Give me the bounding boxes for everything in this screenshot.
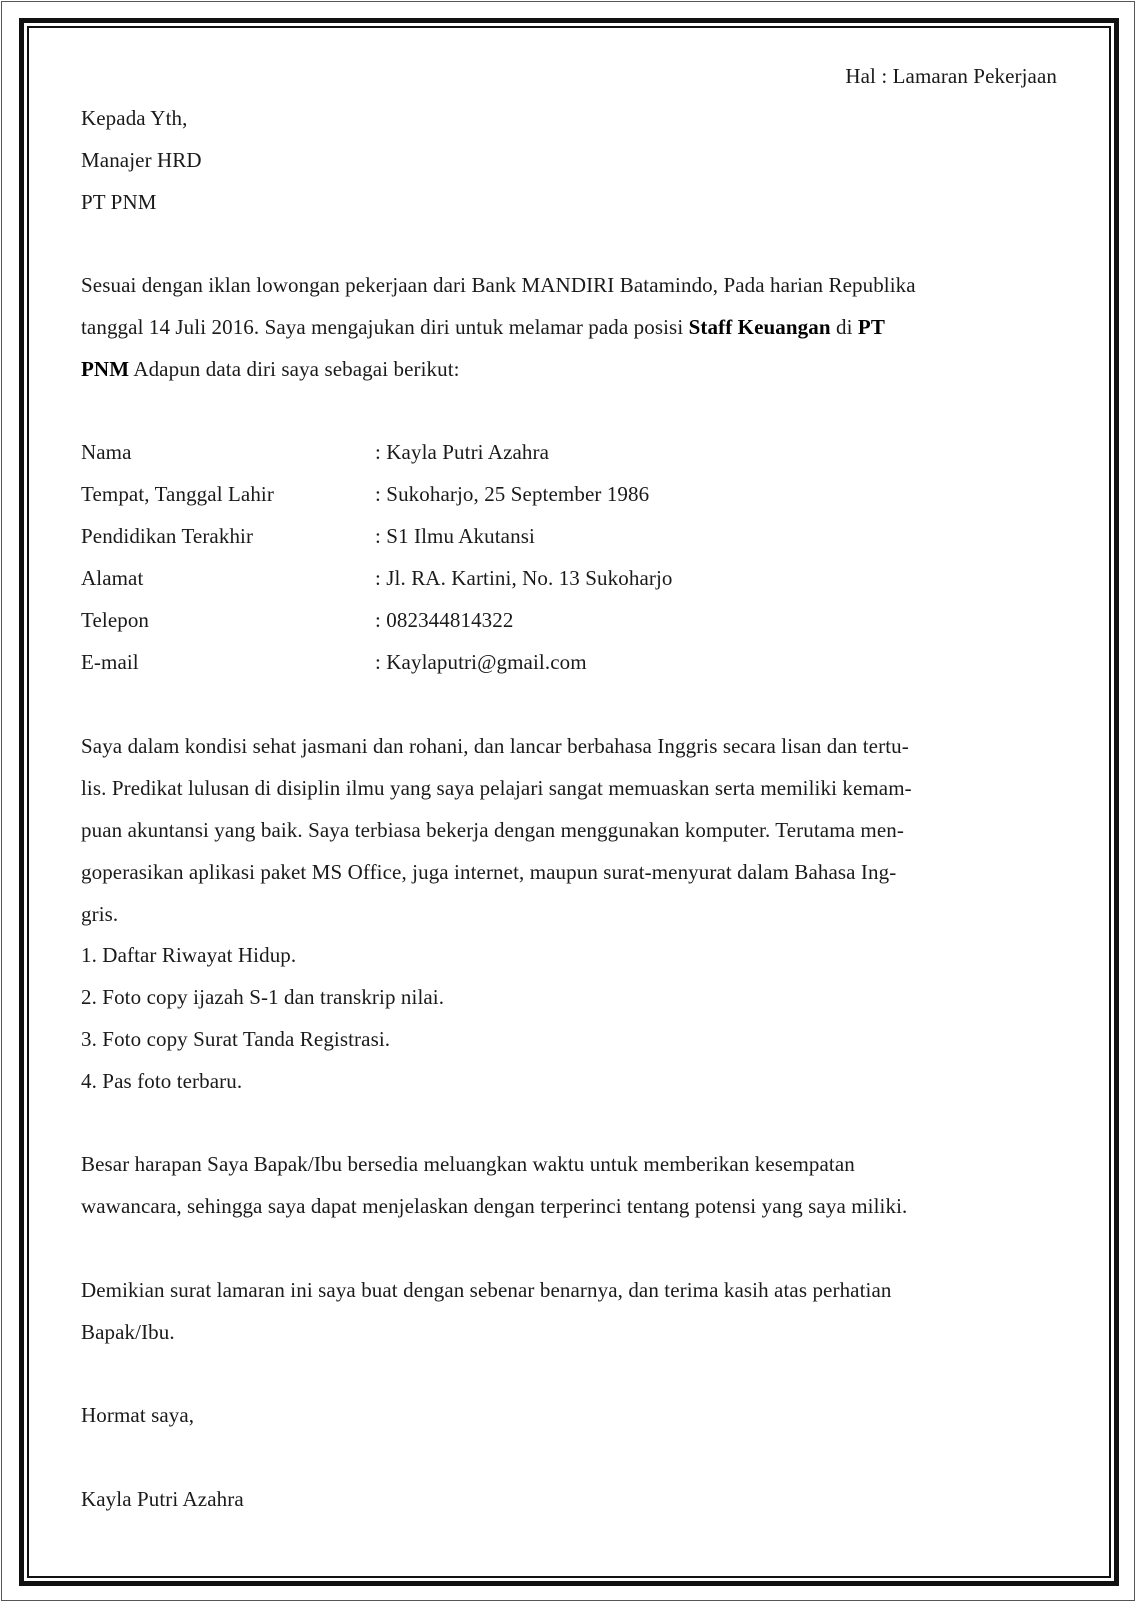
data-label-email: E-mail xyxy=(81,650,139,674)
qualification-line-3: puan akuntansi yang baik. Saya terbiasa bekerja dengan menggunakan komputer. Terutama men- xyxy=(81,818,904,842)
intro-line-3-text: Adapun data diri saya sebagai berikut: xyxy=(129,357,460,381)
qualification-line-5: gris. xyxy=(81,902,119,926)
qualification-line-1: Saya dalam kondisi sehat jasmani dan rohani, dan lancar berbahasa Inggris secara lisan dan tertu- xyxy=(81,734,909,758)
data-label-birth: Tempat, Tanggal Lahir xyxy=(81,482,274,506)
intro-line-3 xyxy=(81,357,460,381)
intro-line-2 xyxy=(81,315,885,339)
intro-line-2-text: tanggal 14 Juli 2016. Saya mengajukan diri untuk melamar pada posisi xyxy=(81,315,689,339)
data-value-address: : Jl. RA. Kartini, No. 13 Sukoharjo xyxy=(375,566,673,590)
recipient-line-3: PT PNM xyxy=(81,190,157,214)
data-label-address: Alamat xyxy=(81,566,144,590)
attachment-item-3: 3. Foto copy Surat Tanda Registrasi. xyxy=(81,1027,391,1051)
signature-name: Kayla Putri Azahra xyxy=(81,1487,244,1511)
qualification-line-4: goperasikan aplikasi paket MS Office, juga internet, maupun surat-menyurat dalam Bahasa Ing- xyxy=(81,860,897,884)
letter-subject: Hal : Lamaran Pekerjaan xyxy=(845,64,1057,88)
closing-line-2: Bapak/Ibu. xyxy=(81,1320,175,1344)
recipient-line-2: Manajer HRD xyxy=(81,148,202,172)
intro-line-2-mid: di xyxy=(830,315,858,339)
data-value-phone: : 082344814322 xyxy=(375,608,514,632)
intro-line-1: Sesuai dengan iklan lowongan pekerjaan dari Bank MANDIRI Batamindo, Pada harian Republika xyxy=(81,273,916,297)
qualification-line-2: lis. Predikat lulusan di disiplin ilmu yang saya pelajari sangat memuaskan serta memiliki kemam- xyxy=(81,776,912,800)
data-label-education: Pendidikan Terakhir xyxy=(81,524,254,548)
hope-line-2: wawancara, sehingga saya dapat menjelaskan dengan terperinci tentang potensi yang saya miliki. xyxy=(81,1194,908,1218)
data-label-name: Nama xyxy=(81,440,132,464)
page-inner-border xyxy=(27,26,1111,1578)
closing-line-1: Demikian surat lamaran ini saya buat dengan sebenar benarnya, dan terima kasih atas perhatian xyxy=(81,1278,892,1302)
regards: Hormat saya, xyxy=(81,1403,195,1427)
attachment-item-4: 4. Pas foto terbaru. xyxy=(81,1069,243,1093)
intro-position: Staff Keuangan xyxy=(688,315,831,339)
attachment-item-1: 1. Daftar Riwayat Hidup. xyxy=(81,943,297,967)
data-value-birth: : Sukoharjo, 25 September 1986 xyxy=(375,482,650,506)
recipient-line-1: Kepada Yth, xyxy=(81,106,188,130)
intro-company-a: PT xyxy=(857,315,885,339)
data-value-education: : S1 Ilmu Akutansi xyxy=(375,524,535,548)
data-label-phone: Telepon xyxy=(81,608,150,632)
hope-line-1: Besar harapan Saya Bapak/Ibu bersedia meluangkan waktu untuk memberikan kesempatan xyxy=(81,1152,855,1176)
intro-company-b: PNM xyxy=(81,357,130,381)
data-value-email: : Kaylaputri@gmail.com xyxy=(375,650,587,674)
data-value-name: : Kayla Putri Azahra xyxy=(375,440,550,464)
attachment-item-2: 2. Foto copy ijazah S-1 dan transkrip nilai. xyxy=(81,985,445,1009)
